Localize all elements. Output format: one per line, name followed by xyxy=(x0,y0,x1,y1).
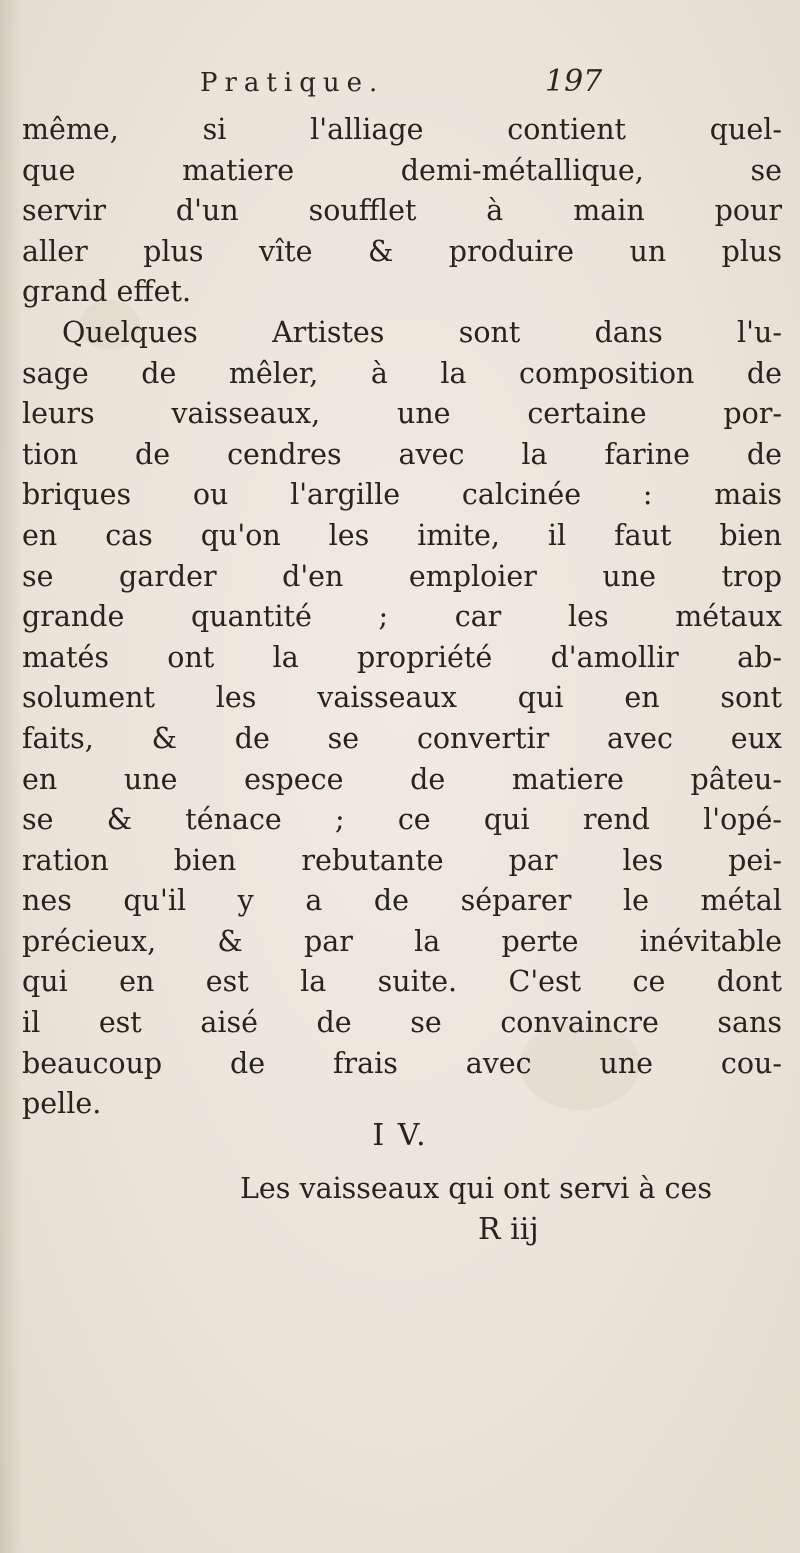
text-line: leurs vaisseaux, une certaine por- xyxy=(22,397,782,431)
text-line: il est aisé de se convaincre sans xyxy=(22,1006,782,1040)
text-line: nes qu'il y a de séparer le métal xyxy=(22,884,782,918)
text-line: se garder d'en emploier une trop xyxy=(22,559,782,593)
running-head: Pratique. xyxy=(200,68,385,98)
text-line: beaucoup de frais avec une cou- xyxy=(22,1046,782,1080)
text-line: servir d'un soufflet à main pour xyxy=(22,194,782,228)
text-line: tion de cendres avec la farine de xyxy=(22,437,782,471)
text-line: se & ténace ; ce qui rend l'opé- xyxy=(22,803,782,837)
signature-mark: R iij xyxy=(478,1212,539,1247)
text-line: solument les vaisseaux qui en sont xyxy=(22,681,782,715)
text-line: pelle. xyxy=(22,1087,102,1121)
text-line: Quelques Artistes sont dans l'u- xyxy=(62,315,782,349)
text-line: en une espece de matiere pâteu- xyxy=(22,762,782,796)
text-line: sage de mêler, à la composition de xyxy=(22,356,782,390)
body-text xyxy=(22,110,782,1125)
page-header xyxy=(0,64,800,108)
text-line: ration bien rebutante par les pei- xyxy=(22,843,782,877)
text-line: grand effet. xyxy=(22,275,192,309)
text-line: même, si l'alliage contient quel- xyxy=(22,113,782,146)
text-line: briques ou l'argille calcinée : mais xyxy=(22,478,782,512)
text-line: aller plus vîte & produire un plus xyxy=(22,234,782,268)
text-line: qui en est la suite. C'est ce dont xyxy=(22,965,782,999)
text-line: matés ont la propriété d'amollir ab- xyxy=(22,640,782,674)
text-line: que matiere demi-métallique, se xyxy=(22,153,782,187)
gutter-shadow xyxy=(0,0,22,1553)
text-line: grande quantité ; car les métaux xyxy=(22,600,782,634)
next-paragraph-line: Les vaisseaux qui ont servi à ces xyxy=(240,1172,712,1205)
text-line: en cas qu'on les imite, il faut bien xyxy=(22,518,782,552)
text-line: précieux, & par la perte inévitable xyxy=(22,924,782,958)
page-number: 197 xyxy=(545,64,603,99)
text-line: faits, & de se convertir avec eux xyxy=(22,721,782,755)
section-number: I V. xyxy=(372,1118,428,1153)
